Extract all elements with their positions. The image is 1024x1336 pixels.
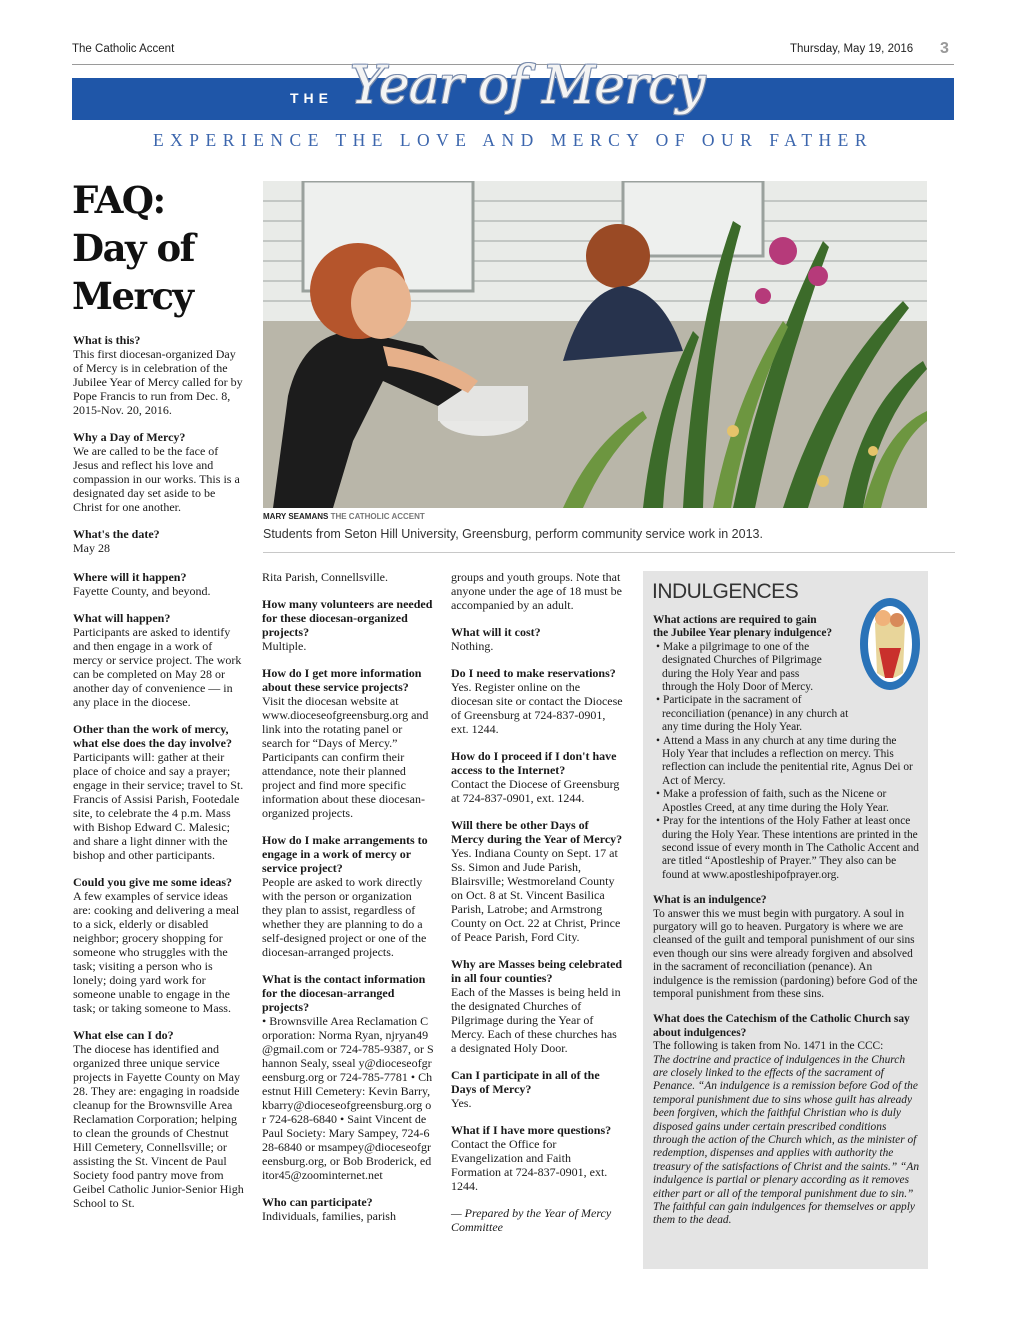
faq-answer: May 28 — [73, 541, 110, 555]
requirements-list — [653, 641, 921, 882]
sidebar-body — [653, 614, 921, 1228]
faq-question: What if I have more questions? — [451, 1123, 612, 1137]
faq-answer: Contact the Diocese of Greensburg at 724-837-0901, ext. 1244. — [451, 777, 620, 805]
faq-question: How do I make arrangements to engage in a work of mercy or service project? — [262, 833, 428, 875]
title-line-1: FAQ: — [72, 178, 165, 222]
faq-answer: Fayette County, and beyond. — [73, 584, 211, 598]
faq-answer: Visit the diocesan website at www.dioceseofgreensburg.org and link into the rotating panel or search for “Days of Mercy.” Participants can confirm their attendance, note their planned project and find more specific information about these diocesan-organized projects. — [262, 694, 429, 820]
sidebar-answer: To answer this we must begin with purgatory. A soul in purgatory will go to heaven. Purgatory is where we are cleansed of the guilt and temporal punishment of our sins even though our sins were already forgiven and absolved in the sacrament of reconciliation (penance). An indulgence is the remission (pardoning) before God of the temporal punishment from these sins. — [653, 907, 918, 1000]
column-1 — [73, 570, 245, 1210]
faq-question: What is this? — [73, 333, 141, 347]
issue-date: Thursday, May 19, 2016 — [790, 43, 914, 55]
faq-answer: People are asked to work directly with the person or organization they plan to assist, regardless of whether they are planning to do a self-designed project or one of the diocesan-arranged projects. — [262, 875, 427, 959]
faq-question: Could you give me some ideas? — [73, 875, 232, 889]
publication-name: The Catholic Accent — [72, 43, 175, 55]
column-1-top — [73, 333, 245, 568]
photo-caption: Students from Seton Hill University, Greensburg, perform community service work in 2013. — [263, 527, 763, 541]
photo-credit-name: MARY SEAMANS — [263, 512, 329, 521]
caption-rule — [263, 552, 955, 553]
faq-answer: We are called to be the face of Jesus and reflect his love and compassion in our works. This is a designated day set aside to be Christ for one another. — [73, 444, 240, 514]
faq-answer: • Brownsville Area Reclamation Corporation: Norma Ryan, njryan49@gmail.com or 724-785-9387, or Shannon Sealy, sseal y@dioceseofgreensburg.org or 724-785-7781 • Chestnut Hill Cemetery: Kevin Barry, kbarry@dioceseofgreensburg.org or 724-628-6840 • Saint Vincent de Paul Society: Mary Sampey, 724-628-6840 or msampey@dioceseofgreensburg.org, or Bob Broderick, editor45@zoominternet.net — [262, 1014, 434, 1182]
faq-answer: Rita Parish, Connellsville. — [262, 570, 388, 584]
signoff: — Prepared by the Year of Mercy Committee — [451, 1206, 612, 1234]
faq-question: Who can participate? — [262, 1195, 373, 1209]
sidebar-question: What does the Catechism of the Catholic Church say about indulgences? — [653, 1013, 910, 1039]
column-2 — [262, 570, 434, 1223]
faq-answer: Each of the Masses is being held in the designated Churches of Pilgrimage during the Year of Mercy. Each of these churches has a designated Holy Door. — [451, 985, 621, 1055]
faq-question: Can I participate in all of the Days of Mercy? — [451, 1068, 600, 1096]
faq-answer: Contact the Office for Evangelization and Faith Formation at 724-837-0901, ext. 1244. — [451, 1137, 608, 1193]
sidebar-title: INDULGENCES — [652, 580, 799, 603]
faq-question: What is the contact information for the diocesan-arranged projects? — [262, 972, 426, 1014]
faq-answer: groups and youth groups. Note that anyone under the age of 18 must be accompanied by an adult. — [451, 570, 622, 612]
faq-question: What will happen? — [73, 611, 171, 625]
faq-question: Where will it happen? — [73, 570, 187, 584]
faq-answer: Individuals, families, parish — [262, 1209, 396, 1223]
faq-question: What will it cost? — [451, 625, 541, 639]
faq-answer: Yes. — [451, 1096, 472, 1110]
faq-question: What else can I do? — [73, 1028, 174, 1042]
title-line-2: Day of — [72, 226, 195, 270]
list-item: • Pray for the intentions of the Holy Father at least once during the Holy Year. These intentions are printed in the second issue of every month in The Catholic Accent and are titled “Apostleship of Prayer.” They also can be found at www.apostleshipofprayer.org. — [653, 815, 921, 882]
faq-question: How do I get more information about these service projects? — [262, 666, 422, 694]
faq-question: Do I need to make reservations? — [451, 666, 616, 680]
photo-credit — [263, 512, 425, 521]
article-title — [72, 176, 262, 320]
sidebar-answer: The following is taken from No. 1471 in the CCC: — [653, 1040, 884, 1053]
photo-credit-org: THE CATHOLIC ACCENT — [330, 512, 425, 521]
faq-question: Why are Masses being celebrated in all four counties? — [451, 957, 623, 985]
faq-question: What's the date? — [73, 527, 160, 541]
faq-answer: Yes. Indiana County on Sept. 17 at Ss. Simon and Jude Parish, Blairsville; Westmoreland County on Oct. 8 at St. Vincent Basilica Parish, Latrobe; and Armstrong County on Oct. 22 at Christ, Prince of Peace Parish, Ford City. — [451, 846, 621, 944]
page-number: 3 — [940, 40, 949, 57]
banner-the: THE — [290, 90, 333, 106]
sidebar-question: What actions are required to gain the Jubilee Year plenary indulgence? — [653, 614, 833, 640]
faq-answer: This first diocesan-organized Day of Mercy is in celebration of the Jubilee Year of Mercy called for by Pope Francis to run from Dec. 8, 2015-Nov. 20, 2016. — [73, 347, 243, 417]
faq-answer: Multiple. — [262, 639, 307, 653]
list-item: • Participate in the sacrament of reconciliation (penance) in any church at any time during the Holy Year. — [653, 694, 854, 734]
faq-answer: A few examples of service ideas are: cooking and delivering a meal to a sick, elderly or disabled neighbor; grocery shopping for someone who struggles with the task; visiting a person who is lonely; doing yard work for someone unable to engage in the task; or taking someone to Mass. — [73, 889, 240, 1015]
faq-question: Why a Day of Mercy? — [73, 430, 186, 444]
faq-answer: Participants are asked to identify and then engage in a work of mercy or service project. The work can be completed on May 28 or another day of convenience — in any place in the diocese. — [73, 625, 242, 709]
faq-answer: Participants will: gather at their place of choice and say a prayer; engage in their service; travel to St. Francis of Assisi Parish, Footedale site, to celebrate the 4 p.m. Mass with Bishop Edward C. Malesic; and share a light dinner with the bishop and other participants. — [73, 750, 244, 862]
list-item: • Attend a Mass in any church at any time during the Holy Year that includes a reflection on mercy. This reflection can include the penitential rite, Agnus Dei or Act of Mercy. — [653, 735, 921, 789]
title-line-3: Mercy — [72, 274, 193, 318]
faq-question: How many volunteers are needed for these diocesan-organized projects? — [262, 597, 433, 639]
list-item: • Make a profession of faith, such as the Nicene or Apostles Creed, at any time during the Holy Year. — [653, 788, 921, 815]
banner-tagline: EXPERIENCE THE LOVE AND MERCY OF OUR FATHER — [152, 130, 874, 150]
faq-answer: The diocese has identified and organized three unique service projects in Fayette County on May 28. They are: engaging in roadside cleanup for the Brownsville Area Reclamation Corporation; helping to clean the grounds of Chestnut Hill Cemetery, Connellsville; or assisting the St. Vincent de Paul Society food pantry move from Geibel Catholic Junior-Senior High School to St. — [73, 1042, 244, 1210]
students-service-photo — [263, 181, 927, 508]
catechism-quote: The doctrine and practice of indulgences in the Church are closely linked to the effects of the sacrament of Penance. “An indulgence is a remission before God of the temporal punishment due to sins whose guilt has already been forgiven, which the faithful Christian who is duly disposed gains under certain prescribed conditions through the action of the Church which, as the minister of redemption, dispenses and applies with authority the treasury of the satisfactions of Christ and the saints.” “An indulgence is partial or plenary according as it removes either part or all of the temporal punishment due to sin.” The faithful can gain indulgences for themselves or apply them to the dead. — [653, 1053, 920, 1227]
sidebar-question: What is an indulgence? — [653, 894, 767, 907]
faq-question: Other than the work of mercy, what else does the day involve? — [73, 722, 232, 750]
list-item: • Make a pilgrimage to one of the designated Churches of Pilgrimage during the Holy Year and pass through the Holy Door of Mercy. — [653, 641, 832, 695]
faq-answer: Yes. Register online on the diocesan site or contact the Diocese of Greensburg at 724-837-0901, ext. 1244. — [451, 680, 623, 736]
faq-question: Will there be other Days of Mercy during the Year of Mercy? — [451, 818, 623, 846]
banner-title: Year of Mercy — [350, 56, 705, 116]
faq-answer: Nothing. — [451, 639, 494, 653]
faq-question: How do I proceed if I don't have access to the Internet? — [451, 749, 617, 777]
column-3 — [451, 570, 623, 1234]
